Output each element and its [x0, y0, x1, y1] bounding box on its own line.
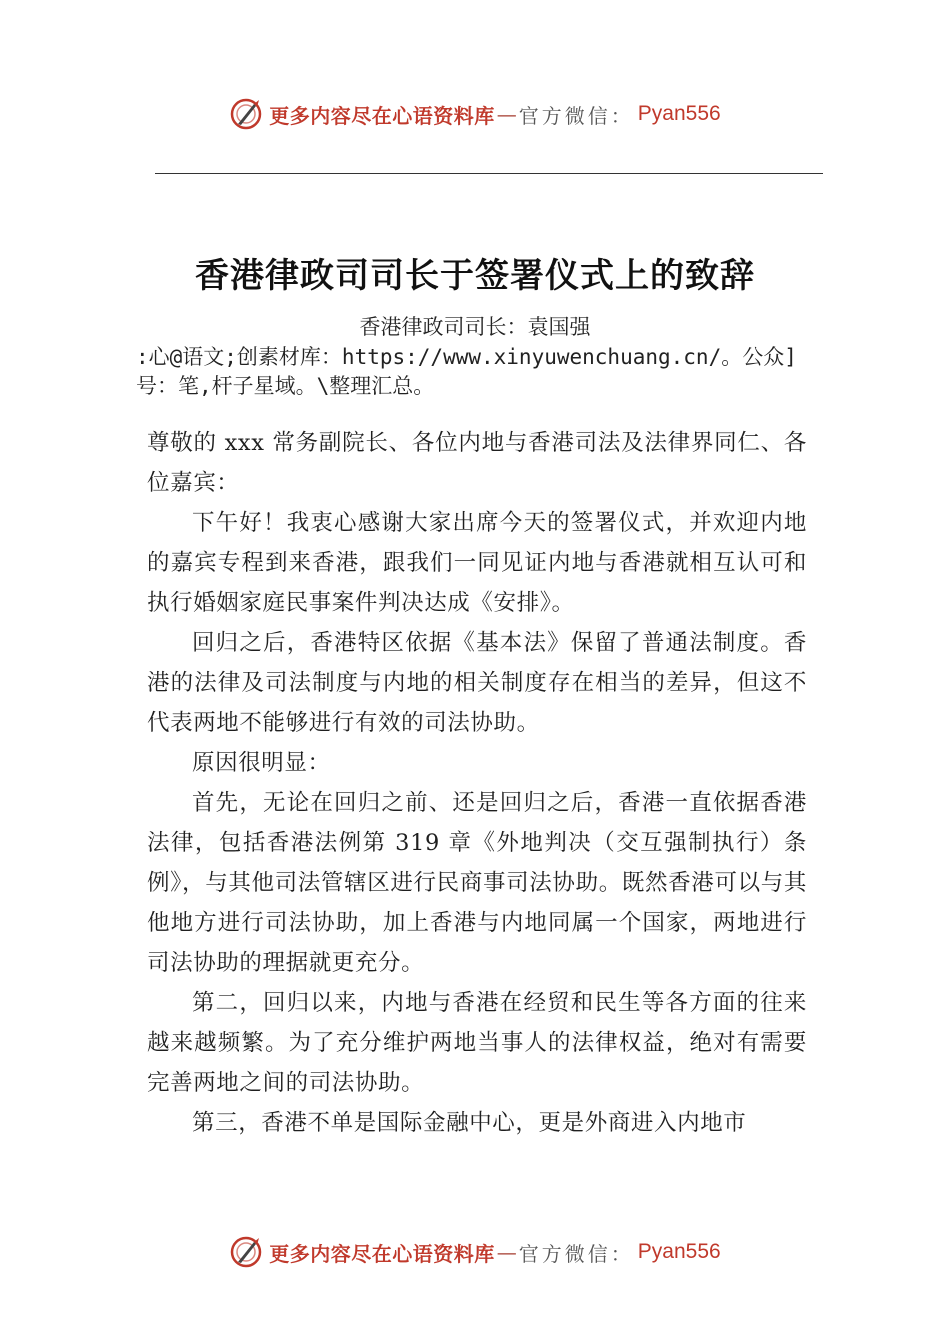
body-paragraph: 第二，回归以来，内地与香港在经贸和民生等各方面的往来越来越频繁。为了充分维护两地当事人的法律权益，绝对有需要完善两地之间的司法协助。	[147, 990, 807, 1096]
body-paragraph: 回归之后，香港特区依据《基本法》保留了普通法制度。香港的法律及司法制度与内地的相关制度存在相当的差异，但这不代表两地不能够进行有效的司法协助。	[147, 630, 807, 736]
document-title: 香港律政司司长于签署仪式上的致辞	[195, 256, 755, 296]
wechat-label: 官方微信：	[518, 1241, 634, 1266]
source-note: :心@语文;创素材库：https://www.xinyuwenchuang.cn/。公众]号：笔,杆子星域。\整理汇总。	[136, 345, 797, 398]
footer-banner	[0, 1232, 950, 1272]
banner-dash: —	[496, 1240, 517, 1264]
banner-dash: —	[496, 102, 517, 126]
body-paragraph: 原因很明显：	[192, 750, 331, 776]
body-paragraph: 首先，无论在回归之前、还是回归之后，香港一直依据香港法律，包括香港法例第 319 章《外地判决（交互强制执行）条例》，与其他司法管辖区进行民商事司法协助。既然香港可以与其他地方进行司法协助，加上香港与内地同属一个国家，两地进行司法协助的理据就更充分。	[147, 790, 807, 976]
banner-content	[229, 97, 720, 131]
header-banner	[0, 94, 950, 134]
quill-pen-logo-icon	[229, 97, 263, 131]
promo-text: 更多内容尽在心语资料库	[269, 103, 495, 128]
wechat-id: Pyan556	[637, 1240, 721, 1263]
document-body	[147, 423, 807, 1143]
header-divider	[155, 173, 823, 174]
salutation-paragraph: 尊敬的 xxx 常务副院长、各位内地与香港司法及法律界同仁、各位嘉宾：	[147, 430, 807, 496]
quill-pen-logo-icon	[229, 1235, 263, 1269]
wechat-label: 官方微信：	[518, 103, 634, 128]
wechat-id: Pyan556	[637, 102, 721, 125]
promo-text: 更多内容尽在心语资料库	[269, 1241, 495, 1266]
body-paragraph: 下午好！我衷心感谢大家出席今天的签署仪式，并欢迎内地的嘉宾专程到来香港，跟我们一同见证内地与香港就相互认可和执行婚姻家庭民事案件判决达成《安排》。	[147, 510, 807, 616]
body-paragraph: 第三，香港不单是国际金融中心，更是外商进入内地市	[192, 1110, 747, 1136]
author-line: 香港律政司司长：袁国强	[359, 315, 591, 339]
banner-content	[229, 1235, 720, 1269]
